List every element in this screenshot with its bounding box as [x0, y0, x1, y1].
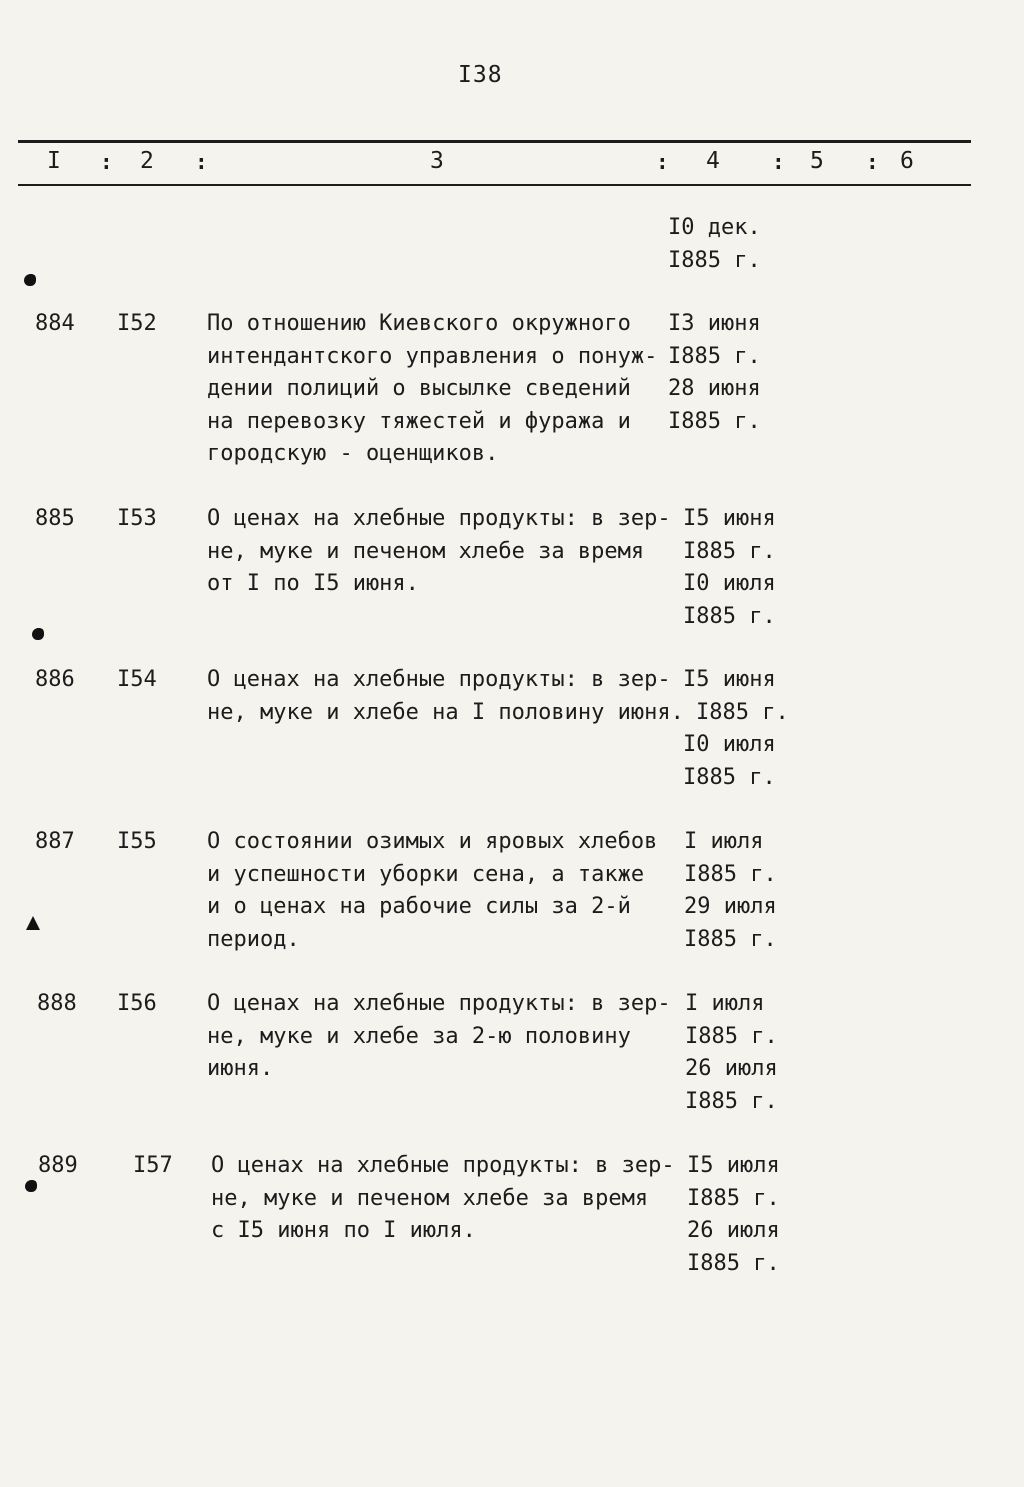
file-number: I57 — [133, 1153, 173, 1178]
header-separator: : — [195, 150, 208, 174]
header-col-3: 3 — [430, 148, 444, 174]
margin-mark-icon — [24, 274, 36, 286]
description-line: О состоянии озимых и яровых хлебов — [207, 829, 658, 854]
description-line: от I по I5 июня. — [207, 571, 419, 596]
margin-mark-icon — [26, 916, 40, 930]
row-dates — [685, 988, 778, 1118]
description-line: По отношению Киевского окружного — [207, 311, 631, 336]
date-line: I5 июня — [683, 506, 776, 531]
row-number: 885 — [35, 506, 75, 531]
date-line: I885 г. — [684, 861, 777, 887]
header-separator: : — [866, 150, 879, 174]
date-line: I885 г. — [685, 1088, 778, 1114]
row-dates — [687, 1150, 780, 1280]
description-line: период. — [207, 926, 300, 952]
header-bottom-rule — [18, 184, 971, 186]
header-separator: : — [656, 150, 669, 174]
date-line: I5 июля — [687, 1153, 780, 1178]
description-line: и успешности уборки сена, а также — [207, 861, 645, 887]
row-number: 887 — [35, 829, 75, 854]
description-line: городскую - оценщиков. — [207, 441, 499, 466]
row-number: 886 — [35, 667, 75, 692]
date-line: I885 г. — [683, 538, 776, 564]
date-line: I885 г. — [687, 1185, 780, 1211]
row-dates — [683, 664, 789, 794]
description-line: не, муке и печеном хлебе за время — [211, 1185, 649, 1211]
row-dates — [684, 826, 777, 956]
row-description — [207, 988, 671, 1086]
header-top-rule — [18, 140, 971, 143]
description-line: интендантского управления о понуж- — [207, 343, 658, 369]
date-line: I885 г. — [668, 408, 761, 434]
date-line: 26 июля — [685, 1056, 778, 1081]
date-line: I885 г. — [685, 1023, 778, 1049]
row-number: 889 — [38, 1153, 78, 1178]
description-line: на перевозку тяжестей и фуража и — [207, 408, 631, 434]
row-number: 888 — [37, 991, 77, 1016]
description-line: с I5 июня по I июля. — [211, 1218, 476, 1243]
margin-mark-icon — [25, 1180, 37, 1192]
date-line: I885 г. — [684, 926, 777, 952]
row-description — [211, 1150, 675, 1248]
description-line: не, муке и печеном хлебе за время — [207, 538, 645, 564]
file-number: I54 — [117, 667, 157, 692]
date-line: I3 июня — [668, 311, 761, 336]
date-line: I июля — [685, 991, 765, 1016]
description-line: дении полиций о высылке сведений — [207, 376, 631, 401]
description-line: не, муке и хлебе на I половину июня. — [207, 699, 684, 725]
page-number: I38 — [458, 62, 503, 88]
date-line: I июля — [684, 829, 764, 854]
date-line: 29 июля — [684, 894, 777, 919]
date-line: I885 г. — [683, 603, 776, 629]
carryover-dates — [668, 212, 761, 277]
row-dates — [668, 308, 761, 438]
row-dates — [683, 503, 776, 633]
date-line: I885 г. — [696, 699, 789, 725]
row-description — [207, 664, 684, 729]
header-separator: : — [772, 150, 785, 174]
file-number: I52 — [117, 311, 157, 336]
row-description — [207, 308, 657, 471]
date-line: I885 г. — [683, 764, 776, 790]
description-line: и о ценах на рабочие силы за 2-й — [207, 894, 631, 919]
header-separator: : — [100, 150, 113, 174]
header-col-6: 6 — [900, 148, 914, 174]
date-line: 28 июня — [668, 376, 761, 401]
description-line: О ценах на хлебные продукты: в зер- — [207, 506, 671, 531]
description-line: июня. — [207, 1056, 274, 1081]
date-line: I0 июля — [683, 571, 776, 596]
description-line: не, муке и хлебе за 2-ю половину — [207, 1023, 631, 1049]
row-description — [207, 826, 657, 956]
header-col-1: I — [47, 148, 61, 174]
header-col-5: 5 — [810, 148, 824, 174]
date-line: I885 г. — [687, 1250, 780, 1276]
description-line: О ценах на хлебные продукты: в зер- — [207, 991, 671, 1016]
date-line: I885 г. — [668, 247, 761, 273]
margin-mark-icon — [32, 628, 44, 640]
file-number: I55 — [117, 829, 157, 854]
date-line: I0 дек. — [668, 215, 761, 240]
description-line: О ценах на хлебные продукты: в зер- — [211, 1153, 675, 1178]
date-line: I0 июля — [683, 732, 776, 757]
date-line: I885 г. — [668, 343, 761, 369]
date-line: 26 июля — [687, 1218, 780, 1243]
header-col-2: 2 — [140, 148, 154, 174]
row-number: 884 — [35, 311, 75, 336]
date-line: I5 июня — [683, 667, 776, 692]
row-description — [207, 503, 671, 601]
header-col-4: 4 — [706, 148, 720, 174]
file-number: I53 — [117, 506, 157, 531]
file-number: I56 — [117, 991, 157, 1016]
description-line: О ценах на хлебные продукты: в зер- — [207, 667, 671, 692]
